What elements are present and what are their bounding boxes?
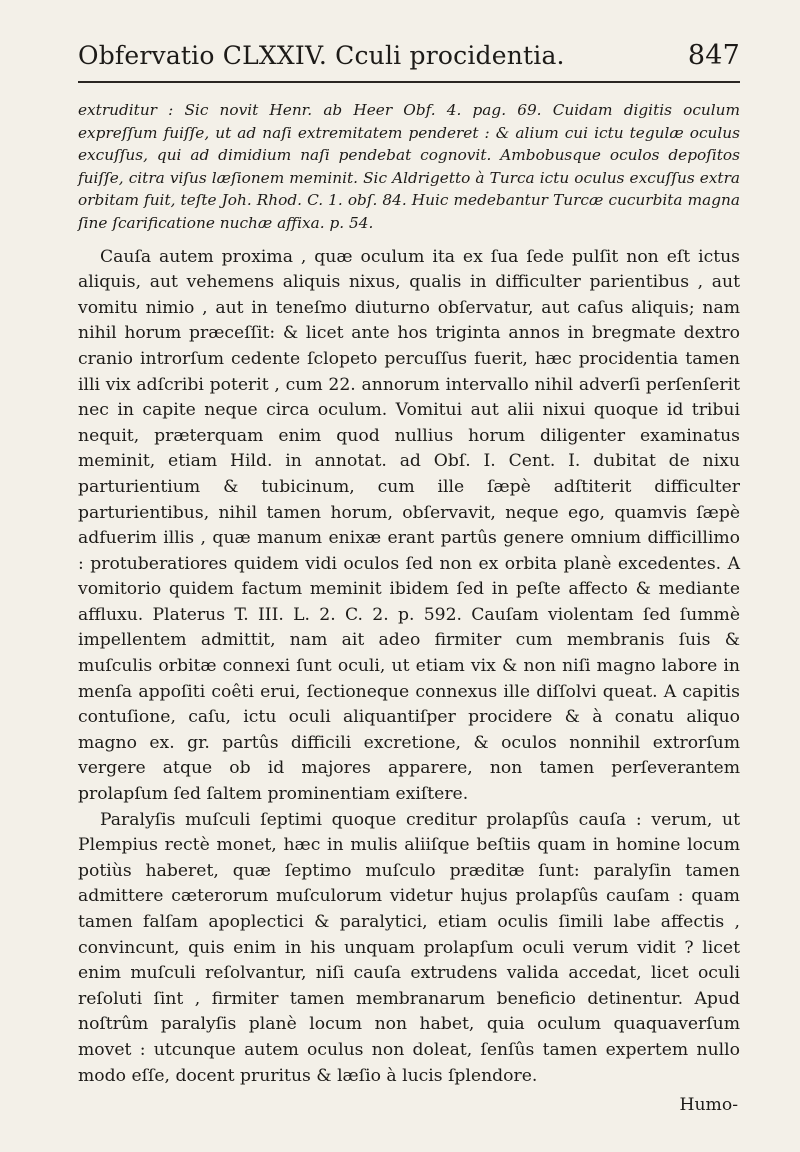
paragraph-causa: Cauſa autem proxima , quæ oculum ita ex ſua ſede pulſit non eſt ictus aliquis, aut vehemens aliquis nixus, qualis in difficulter parientibus , aut vomitu nimio , aut in teneſmo diuturno obſervatur, aut caſus aliquis; nam nihil horum præceſſit: & licet ante hos triginta annos in bregmate dextro cranio introrſum cedente ſclopeto percuſſus fuerit, hæc procidentia tamen illi vix adſcribi poterit , cum 22. annorum intervallo nihil adverſi perſenſerit nec in capite neque circa oculum. Vomitui aut alii nixui quoque id tribui nequit, præterquam enim quod nullius horum diligenter examinatus meminit, etiam Hild. in annotat. ad Obſ. I. Cent. I. dubitat de nixu parturientium & tubicinum, cum ille ſæpè adſtiterit difficulter parturientibus, nihil tamen horum, obſervavit, neque ego, quamvis ſæpè adfuerim illis , quæ manum enixæ erant partûs genere omnium difficillimo : protuberatiores quidem vidi oculos ſed non ex orbita planè excedentes. A vomitorio quidem factum meminit ibidem ſed in peſte affecto & mediante affluxu. Platerus T. III. L. 2. C. 2. p. 592. Cauſam violentam ſed ſummè impellentem admittit, nam ait adeo firmiter cum membranis ſuis & muſculis orbitæ connexi ſunt oculi, ut etiam vix & non niſi magno labore in menſa appoſiti coêti erui, ſectioneque connexus ille diſſolvi queat. A capitis contuſione, caſu, ictu oculi aliquantiſper procidere & à conatu aliquo magno ex. gr. partûs difficili excretione, & oculos nonnihil extrorſum vergere atque ob id majores apparere, non tamen perſeverantem prolapſum ſed ſaltem prominentiam exiſtere. [78, 246, 740, 805]
note-paragraph: extruditur : Sic novit Henr. ab Heer Obf. 4. pag. 69. Cuidam digitis oculum expreſſum fuiſſe, ut ad naſi extremitatem penderet : & alium cui ictu tegulæ oculus excuſſus, qui ad dimidium naſi pendebat cognovit. Ambobusque oculos depoſitos fuiſſe, citra viſus læſionem meminit. Sic Aldrigetto à Turca ictu oculus excuſſus extra orbitam fuit, teſte Joh. Rhod. C. 1. obſ. 84. Huic medebantur Turcæ cucurbita magna ſine ſcarificatione nuchæ affixa. p. 54. [78, 101, 740, 232]
page-number: 847 [687, 40, 740, 71]
header-rule [78, 81, 740, 83]
running-header [78, 40, 740, 71]
paragraph-paralysis: Paralyſis muſculi ſeptimi quoque creditur prolapſûs cauſa : verum, ut Plempius rectè monet, hæc in mulis aliiſque beſtiis quam in homine locum potiùs haberet, quæ ſeptimo muſculo præditæ ſunt: paralyſin tamen admittere cæterorum muſculorum videtur hujus prolapſûs cauſam : quam tamen falſam apoplectici & paralytici, etiam oculis ſimili labe affectis , convincunt, quis enim in his unquam prolapſum oculi verum vidit ? licet enim muſculi reſolvantur, niſi cauſa extrudens valida accedat, licet oculi reſoluti ſint , firmiter tamen membranarum beneficio detinentur. Apud noſtrûm paralyſis planè locum non habet, quia oculum quaquaverſum movet : utcunque autem oculus non doleat, ſenſûs tamen expertem nullo modo eſſe, docent pruritus & læſio à lucis ſplendore. [78, 809, 740, 1086]
catchword: Humo- [679, 1095, 738, 1116]
header-title: Obfervatio CLXXIV. Cculi procidentia. [78, 41, 565, 70]
